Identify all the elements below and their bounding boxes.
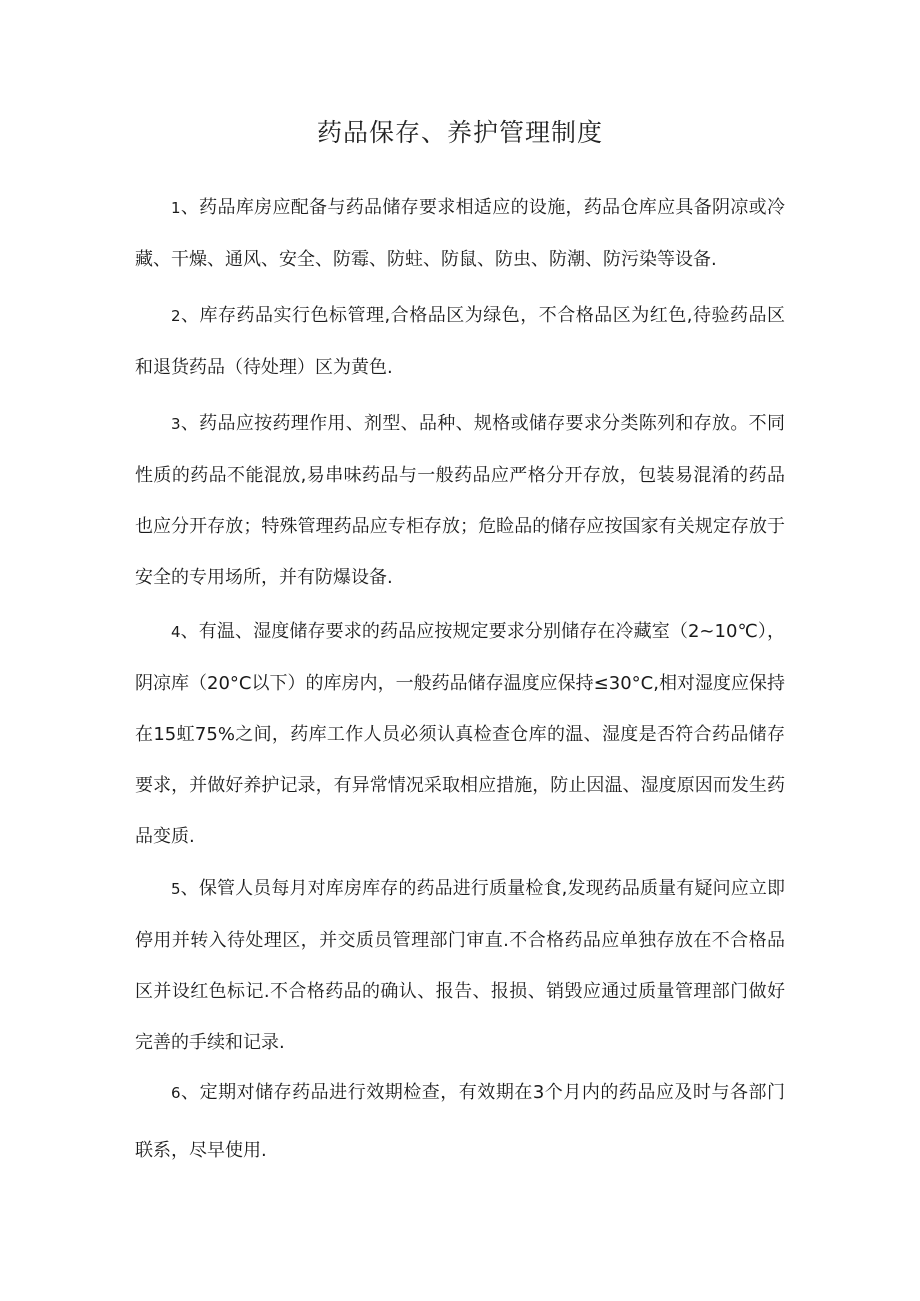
document-title: 药品保存、养护管理制度 — [316, 118, 603, 147]
clause-6 — [135, 1064, 785, 1180]
clause-text: 、药品应按药理作用、剂型、品种、规格或储存要求分类陈列和存放。不同性质的药品不能混放,易串味药品与一般药品应严格分开存放，包装易混淆的药品也应分开存放；特殊管理药品应专柜存放；危睑品的储存应按国家有关规定存放于安全的专用场所，并有防爆设备. — [135, 413, 785, 588]
clause-text: 、有温、湿度储存要求的药品应按规定要求分别储存在冷藏室（2~10℃），阴凉库（20°C以下）的库房内，一般药品储存温度应保持≤30°C,相对湿度应保持在15虹75%之间，药库工作人员必须认真检查仓库的温、湿度是否符合药品储存要求，并做好养护记录，有异常情况采取相应措施，防止因温、湿度原因而发生药品变质. — [135, 621, 785, 847]
clause-5 — [135, 863, 785, 1068]
clause-number: 3 — [171, 415, 181, 433]
clause-text: 、保管人员每月对库房库存的药品进行质量检食,发现药品质量有疑问应立即停用并转入待处理区，并交质员管理部门审直.不合格药品应单独存放在不合格品区并设红色标记.不合格药品的确认、报告、报损、销毁应通过质量管理部门做好完善的手续和记录. — [135, 878, 785, 1053]
clause-number: 4 — [171, 623, 181, 641]
clause-4 — [135, 606, 785, 862]
clause-1 — [135, 182, 785, 285]
clause-text: 、定期对储存药品进行效期检查，有效期在3个月内的药品应及时与各部门联系，尽早使用. — [135, 1082, 785, 1161]
clause-3 — [135, 398, 785, 603]
clause-text: 、库存药品实行色标管理,合格品区为绿色，不合格品区为红色,待验药品区和退货药品（待处理）区为黄色. — [135, 305, 785, 378]
clause-number: 1 — [171, 199, 181, 217]
clause-number: 2 — [171, 307, 181, 325]
clause-number: 6 — [171, 1084, 181, 1102]
clause-number: 5 — [171, 880, 181, 898]
clause-text: 、药品库房应配备与药品储存要求相适应的设施，药品仓库应具备阴凉或冷藏、干燥、通风、安全、防霉、防蛀、防鼠、防虫、防潮、防污染等设备. — [135, 197, 785, 270]
clause-2 — [135, 290, 785, 393]
